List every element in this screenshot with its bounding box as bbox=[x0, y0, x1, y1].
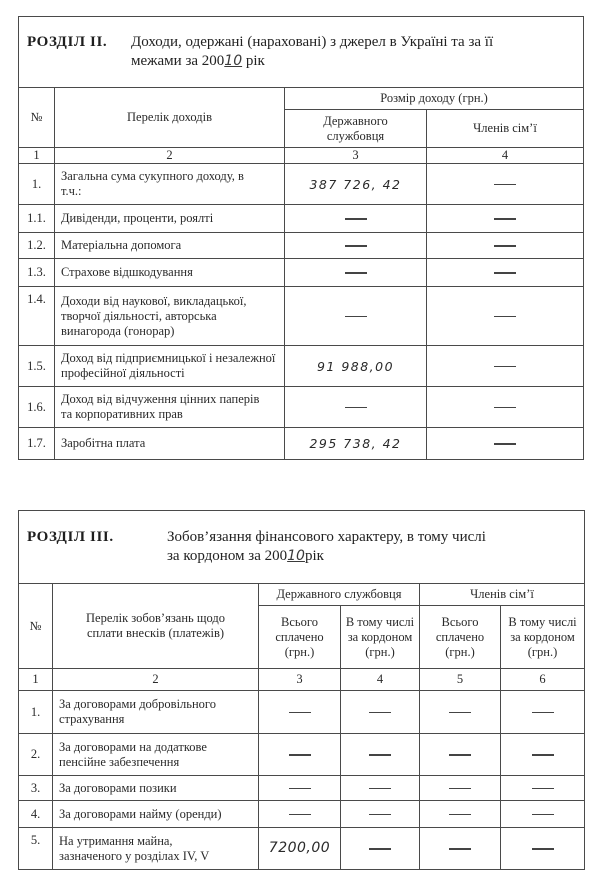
table-row: 2. За договорами на додаткове пенсійне забезпечення bbox=[19, 734, 585, 776]
column-number-row: 1 2 3 4 5 6 bbox=[19, 669, 585, 691]
header-income-list: Перелік доходів bbox=[55, 88, 285, 148]
section-2-title bbox=[19, 17, 584, 88]
dash-mark bbox=[345, 407, 367, 408]
section-2-income-table bbox=[18, 16, 584, 460]
section-3-title bbox=[19, 511, 585, 584]
dash-mark bbox=[345, 218, 367, 219]
header-total-paid-official: Всього сплачено (грн.) bbox=[259, 606, 341, 669]
dash-mark bbox=[532, 788, 554, 789]
table-row: 1.7. Заробітна плата 295 738, 42 bbox=[19, 428, 584, 460]
table-row: 1.2. Матеріальна допомога bbox=[19, 233, 584, 259]
table-row: 5. На утримання майна, зазначеного у розділах IV, V 7200,00 bbox=[19, 828, 585, 870]
dash-mark bbox=[494, 316, 516, 317]
section-3-obligations-table bbox=[18, 510, 585, 870]
dash-mark bbox=[369, 754, 391, 755]
table-row: 1. Загальна сума сукупного доходу, в т.ч.: 387 726, 42 bbox=[19, 164, 584, 205]
dash-mark bbox=[289, 814, 311, 815]
dash-mark bbox=[289, 712, 311, 713]
section-2-label: РОЗДІЛ II. bbox=[27, 34, 108, 50]
dash-mark bbox=[494, 407, 516, 408]
header-income-size: Розмір доходу (грн.) bbox=[285, 88, 584, 110]
dash-mark bbox=[369, 712, 391, 713]
dash-mark bbox=[494, 272, 516, 273]
dash-mark bbox=[532, 712, 554, 713]
dash-mark bbox=[345, 316, 367, 317]
dash-mark bbox=[289, 788, 311, 789]
column-number-row: 1 2 3 4 bbox=[19, 148, 584, 164]
dash-mark bbox=[345, 272, 367, 273]
dash-mark bbox=[532, 814, 554, 815]
dash-mark bbox=[532, 754, 554, 755]
dash-mark bbox=[369, 788, 391, 789]
header-obligations-list: Перелік зобов’язань щодо сплати внесків (платежів) bbox=[53, 584, 259, 669]
dash-mark bbox=[494, 443, 516, 444]
header-group-official: Державного службовця bbox=[259, 584, 420, 606]
header-abroad-family: В тому числі за кордоном (грн.) bbox=[501, 606, 585, 669]
handwritten-value: 295 738, 42 bbox=[285, 428, 427, 460]
table-row: 1.6. Доход від відчуження цінних паперів та корпоративних прав bbox=[19, 387, 584, 428]
header-no: № bbox=[19, 88, 55, 148]
handwritten-value: 7200,00 bbox=[259, 828, 341, 870]
dash-mark bbox=[345, 245, 367, 246]
header-total-paid-family: Всього сплачено (грн.) bbox=[420, 606, 501, 669]
dash-mark bbox=[532, 848, 554, 849]
dash-mark bbox=[369, 848, 391, 849]
table-row: 4. За договорами найму (оренди) bbox=[19, 801, 585, 828]
dash-mark bbox=[449, 788, 471, 789]
table-row: 1.4. Доходи від наукової, викладацької, творчої діяльності, авторська винагорода (гонорар) bbox=[19, 287, 584, 346]
handwritten-year: 10 bbox=[224, 53, 243, 69]
dash-mark bbox=[494, 245, 516, 246]
dash-mark bbox=[289, 754, 311, 755]
header-no: № bbox=[19, 584, 53, 669]
section-2-title-line2: межами за 20010 рік bbox=[131, 53, 265, 69]
header-family: Членів сім’ї bbox=[427, 110, 584, 148]
handwritten-value: 387 726, 42 bbox=[285, 164, 427, 205]
header-group-family: Членів сім’ї bbox=[420, 584, 585, 606]
header-abroad-official: В тому числі за кордоном (грн.) bbox=[341, 606, 420, 669]
dash-mark bbox=[449, 848, 471, 849]
section-2-title-line1: Доходи, одержані (нараховані) з джерел в Україні та за її bbox=[131, 34, 494, 50]
dash-mark bbox=[494, 218, 516, 219]
section-3-label: РОЗДІЛ III. bbox=[27, 529, 114, 545]
table-row: 1.5. Доход від підприємницької і незалежної професійної діяльності 91 988,00 bbox=[19, 346, 584, 387]
header-official: Державного службовця bbox=[285, 110, 427, 148]
table-row: 1.3. Страхове відшкодування bbox=[19, 259, 584, 287]
dash-mark bbox=[494, 184, 516, 185]
dash-mark bbox=[449, 754, 471, 755]
handwritten-value: 91 988,00 bbox=[285, 346, 427, 387]
section-3-title-line1: Зобов’язання фінансового характеру, в тому числі bbox=[167, 529, 486, 545]
dash-mark bbox=[494, 366, 516, 367]
dash-mark bbox=[449, 814, 471, 815]
dash-mark bbox=[369, 814, 391, 815]
table-row: 1.1. Дивіденди, проценти, роялті bbox=[19, 205, 584, 233]
dash-mark bbox=[449, 712, 471, 713]
handwritten-year: 10 bbox=[287, 548, 305, 564]
table-row: 1. За договорами добровільного страхування bbox=[19, 691, 585, 734]
table-row: 3. За договорами позики bbox=[19, 776, 585, 801]
section-3-title-line2: за кордоном за 20010рік bbox=[167, 548, 324, 564]
